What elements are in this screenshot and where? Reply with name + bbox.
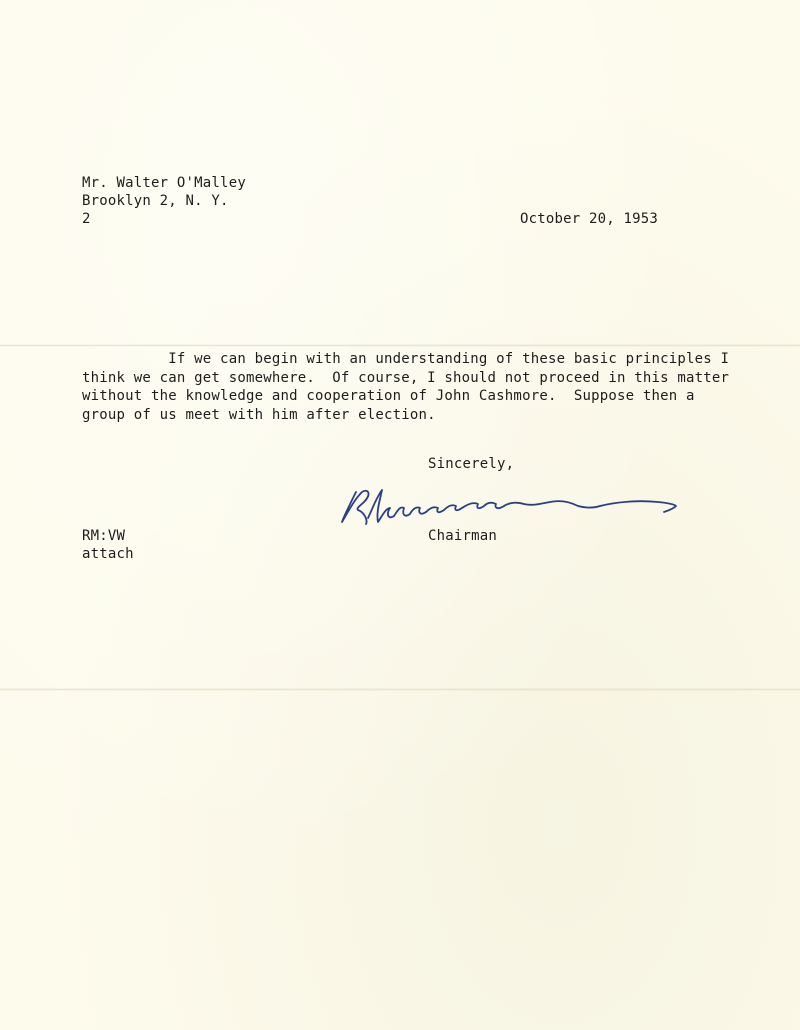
body-line-1: If we can begin with an understanding of these basic principles I xyxy=(82,351,730,367)
body-line-4: group of us meet with him after election. xyxy=(82,407,436,423)
body-line-3: without the knowledge and cooperation of John Cashmore. Suppose then a xyxy=(82,388,695,404)
paper-fold-lower xyxy=(0,688,800,691)
page-number: 2 xyxy=(82,211,91,227)
paper-fold-upper xyxy=(0,344,800,347)
typist-initials: RM:VW xyxy=(82,528,126,544)
closing: Sincerely, xyxy=(428,456,515,472)
enclosure-note: attach xyxy=(82,546,134,562)
signer-title: Chairman xyxy=(428,528,498,544)
handwritten-signature-icon xyxy=(338,482,683,532)
letter-date: October 20, 1953 xyxy=(520,211,659,227)
recipient-city: Brooklyn 2, N. Y. xyxy=(82,193,229,209)
recipient-name: Mr. Walter O'Malley xyxy=(82,175,246,191)
body-line-2: think we can get somewhere. Of course, I should not proceed in this matter xyxy=(82,370,730,386)
